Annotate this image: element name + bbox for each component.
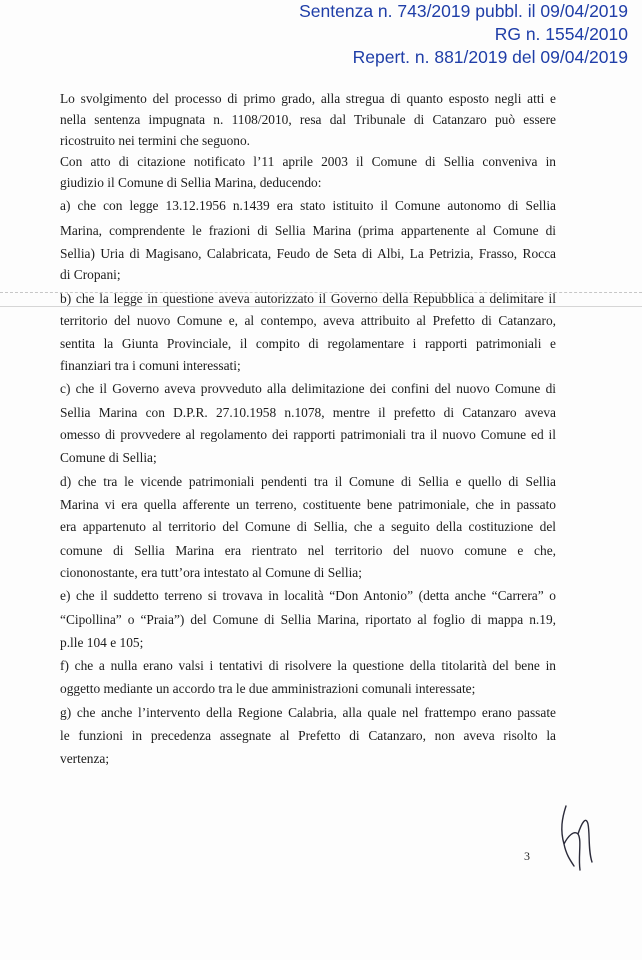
text-line: f) che a nulla erano valsi i tentativi di risolvere la questione della titolarità del bene in <box>60 658 556 673</box>
page-number: 3 <box>524 849 530 863</box>
text-line: Marina vi era quella afferente un terreno, costituente bene patrimoniale, che in passato <box>60 497 556 512</box>
text-line: g) che anche l’intervento della Regione Calabria, alla quale nel frattempo erano passate <box>60 705 556 720</box>
text-line: d) che tra le vicende patrimoniali pendenti tra il Comune di Sellia e quello di Sellia <box>60 474 556 489</box>
header-rg: RG n. 1554/2010 <box>494 24 628 44</box>
text-line: vertenza; <box>60 751 110 766</box>
text-line: Sellia) Uria di Magisano, Calabricata, Feudo de Seta di Albi, La Petrizia, Frasso, Rocca <box>60 246 556 261</box>
text-line: nella sentenza impugnata n. 1108/2010, resa dal Tribunale di Catanzaro può essere <box>60 112 556 127</box>
text-line: Sellia Marina con D.P.R. 27.10.1958 n.1078, mentre il prefetto di Catanzaro aveva <box>60 405 556 420</box>
text-line: comune di Sellia Marina era rientrato nel territorio del nuovo comune e che, <box>60 543 556 558</box>
text-line: ricostruito nei termini che seguono. <box>60 133 251 148</box>
header-sentenza: Sentenza n. 743/2019 pubbl. il 09/04/2019 <box>299 1 628 21</box>
registry-header <box>299 0 628 69</box>
text-line: p.lle 104 e 105; <box>60 635 144 650</box>
text-line: e) che il suddetto terreno si trovava in località “Don Antonio” (detta anche “Carrera” o <box>60 588 556 603</box>
text-line: le funzioni in precedenza assegnate al Prefetto di Catanzaro, non aveva risolto la <box>60 728 556 743</box>
text-line: Lo svolgimento del processo di primo grado, alla stregua di quanto esposto negli atti e <box>60 91 556 106</box>
handwritten-signature <box>548 800 608 880</box>
text-line: omesso di provvedere al regolamento dei rapporti patrimoniali tra il nuovo Comune ed il <box>60 427 556 442</box>
header-repert: Repert. n. 881/2019 del 09/04/2019 <box>352 47 628 67</box>
text-line: a) che con legge 13.12.1956 n.1439 era stato istituito il Comune autonomo di Sellia <box>60 198 556 213</box>
text-line: di Cropani; <box>60 267 121 282</box>
text-line: finanziari tra i comuni interessati; <box>60 358 241 373</box>
text-line: c) che il Governo aveva provveduto alla delimitazione dei confini del nuovo Comune di <box>60 381 556 396</box>
text-line: Marina, comprendente le frazioni di Sellia Marina (prima appartenente al Comune di <box>60 223 556 238</box>
text-line: oggetto mediante un accordo tra le due amministrazioni comunali interessate; <box>60 681 476 696</box>
text-line: ciononostante, era tutt’ora intestato al Comune di Sellia; <box>60 565 362 580</box>
text-line: territorio del nuovo Comune e, al contempo, aveva attribuito al Prefetto di Catanzaro, <box>60 313 556 328</box>
text-line: sentita la Giunta Provinciale, il compito di regolamentare i rapporti patrimoniali e <box>60 336 556 351</box>
text-line: “Cipollina” o “Praia”) del Comune di Sellia Marina, riportato al foglio di mappa n.19, <box>60 612 556 627</box>
text-line: Con atto di citazione notificato l’11 aprile 2003 il Comune di Sellia conveniva in <box>60 154 556 169</box>
text-line: b) che la legge in questione aveva autorizzato il Governo della Repubblica a delimitare il <box>60 291 556 306</box>
text-line: era appartenuto al territorio del Comune di Sellia, che a seguito della costituzione del <box>60 519 556 534</box>
text-line: Comune di Sellia; <box>60 450 157 465</box>
text-line: giudizio il Comune di Sellia Marina, deducendo: <box>60 175 322 190</box>
